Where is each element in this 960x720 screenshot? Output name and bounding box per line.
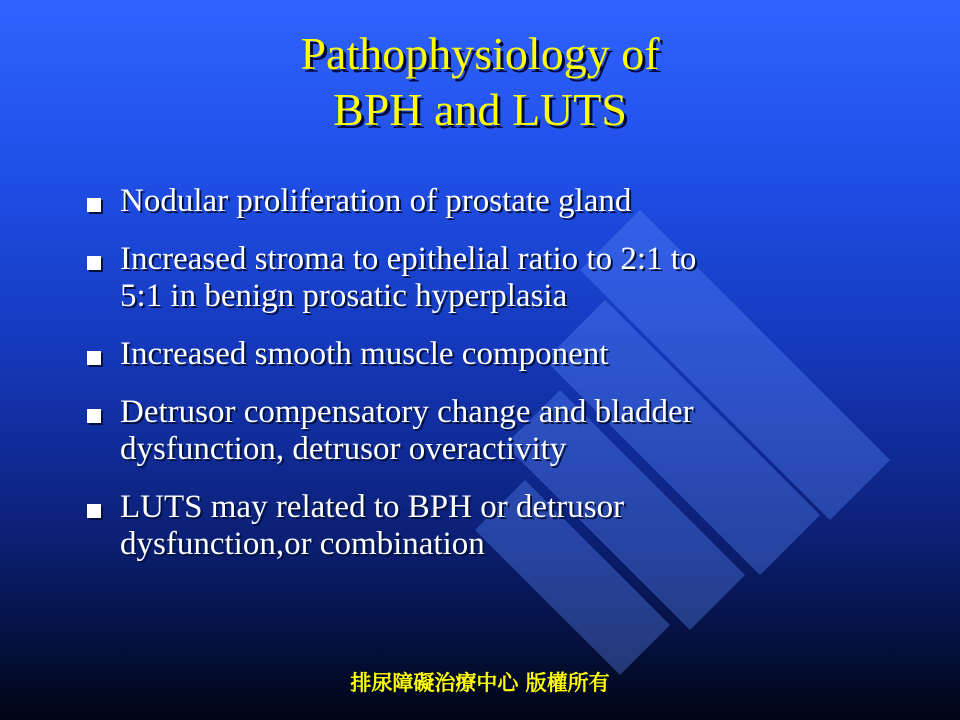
bullet-line: dysfunction, detrusor overactivity: [120, 431, 567, 467]
bullet-item: [84, 489, 884, 563]
square-bullet-icon: [87, 409, 101, 423]
bullet-item: [84, 183, 884, 220]
copyright-footer: 排尿障礙治療中心 版權所有: [350, 671, 610, 695]
bullet-line: Increased stroma to epithelial ratio to 2:1 to: [120, 241, 697, 277]
bullet-line: dysfunction,or combination: [120, 526, 485, 562]
square-bullet-icon: [87, 256, 101, 270]
square-bullet-icon: [87, 504, 101, 518]
bullet-item: [84, 394, 884, 468]
bullet-line: Nodular proliferation of prostate gland: [120, 183, 632, 219]
bullet-line: Detrusor compensatory change and bladder: [120, 394, 694, 430]
bullet-item: [84, 241, 884, 315]
bullet-line: 5:1 in benign prosatic hyperplasia: [120, 278, 568, 314]
title-line-1: Pathophysiology of: [300, 28, 660, 79]
bullet-list: [84, 183, 884, 584]
bullet-item: [84, 336, 884, 373]
bullet-line: LUTS may related to BPH or detrusor: [120, 489, 625, 525]
bullet-line: Increased smooth muscle component: [120, 336, 609, 372]
square-bullet-icon: [87, 198, 101, 212]
square-bullet-icon: [87, 351, 101, 365]
slide-title: [0, 26, 960, 138]
title-line-2: BPH and LUTS: [333, 84, 627, 135]
